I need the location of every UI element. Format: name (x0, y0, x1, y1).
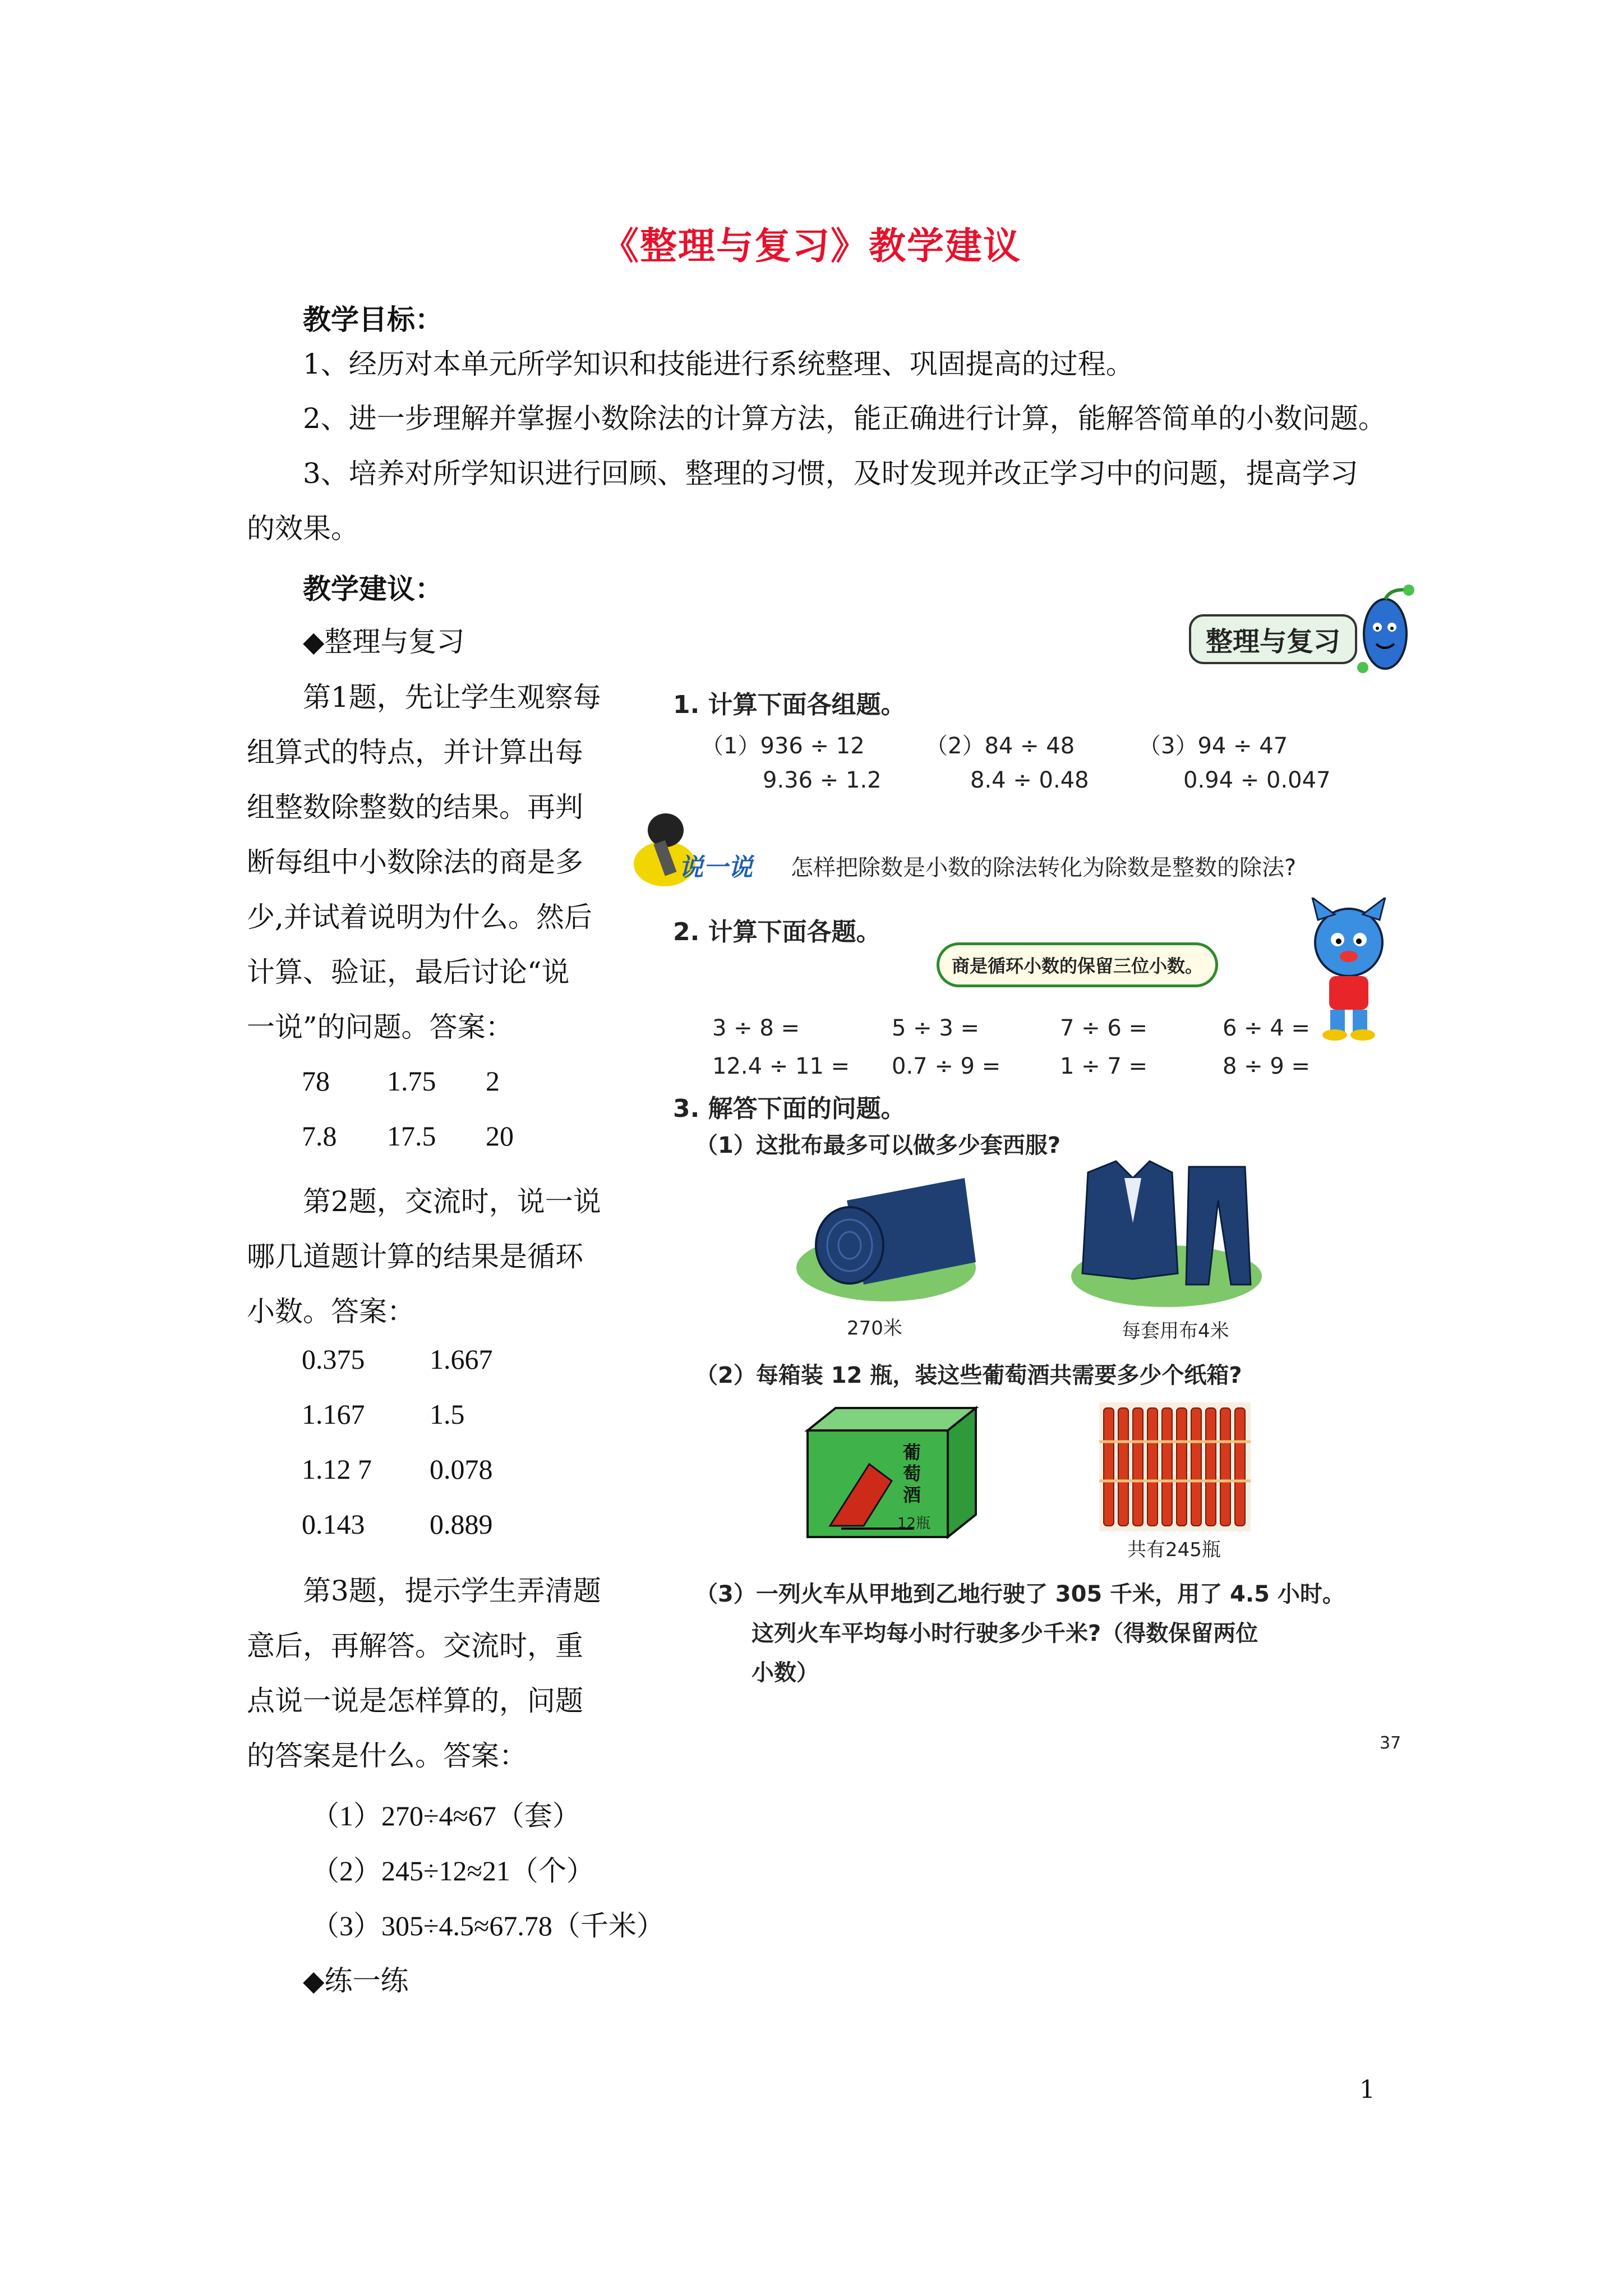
q1-line-1: 第1题，先让学生观察每 (303, 681, 601, 714)
suit-caption: 每套用布4米 (1122, 1320, 1229, 1342)
q3-line-2: 意后，再解答。交流时，重 (247, 1630, 583, 1662)
q1-line-5: 少,并试着说明为什么。然后 (247, 901, 592, 933)
goal-item-3-cont: 的效果。 (247, 512, 359, 545)
bottles-icon (1099, 1402, 1251, 1531)
cloth-roll-icon (796, 1167, 981, 1307)
problem-1-title: 1. 计算下面各组题。 (673, 691, 906, 719)
suit-icon (1071, 1156, 1262, 1307)
q1-line-3: 组整数除整数的结果。再判 (247, 791, 583, 823)
q1-answer: 20 (486, 1120, 514, 1152)
q1-line-4: 断每组中小数除法的商是多 (247, 846, 583, 878)
q1-answer: 78 (302, 1065, 330, 1097)
p3-q3-line-1: （3）一列火车从甲地到乙地行驶了 305 千米，用了 4.5 小时。 (695, 1581, 1345, 1607)
q2-answer: 0.889 (430, 1508, 493, 1540)
section-review: ◆整理与复习 (303, 625, 465, 658)
p1-expr: （1）936 ÷ 12 (701, 733, 865, 759)
textbook-page-number: 37 (1380, 1733, 1401, 1753)
problem-3-title: 3. 解答下面的问题。 (673, 1094, 906, 1123)
q1-line-2: 组算式的特点，并计算出每 (247, 736, 583, 769)
q1-answer: 17.5 (387, 1120, 436, 1152)
page-number: 1 (1359, 2076, 1375, 2104)
p2-expr: 0.7 ÷ 9 = (892, 1053, 1001, 1079)
q1-line-7: 一说”的问题。答案： (247, 1011, 514, 1043)
p3-q1: （1）这批布最多可以做多少套西服? (695, 1133, 1061, 1158)
p3-q3-line-2: 这列火车平均每小时行驶多少千米?（得数保留两位 (751, 1621, 1258, 1646)
page-title: 《整理与复习》教学建议 (602, 224, 1021, 268)
suggestions-heading: 教学建议： (303, 572, 443, 605)
q3-answer-1: （1）270÷4≈67（套） (311, 1800, 580, 1832)
p3-q3-line-3: 小数） (751, 1660, 819, 1686)
q2-answer: 1.167 (302, 1398, 365, 1430)
q2-answer: 0.375 (302, 1343, 365, 1375)
p2-expr: 6 ÷ 4 = (1223, 1015, 1311, 1041)
q2-answer: 0.143 (302, 1508, 365, 1540)
textbook-excerpt (673, 583, 1419, 1767)
wine-box-icon (802, 1402, 981, 1543)
q3-answer-3: （3）305÷4.5≈67.78（千米） (311, 1910, 665, 1941)
q3-line-1: 第3题，提示学生弄清题 (303, 1575, 601, 1607)
goal-item-2: 2、进一步理解并掌握小数除法的计算方法，能正确进行计算，能解答简单的小数问题。 (303, 402, 1386, 435)
box-count: 12瓶 (897, 1515, 931, 1532)
p2-expr: 12.4 ÷ 11 = (712, 1053, 850, 1079)
problem-2-title: 2. 计算下面各题。 (673, 918, 881, 946)
goal-item-3: 3、培养对所学知识进行回顾、整理的习惯，及时发现并改正学习中的问题，提高学习 (303, 457, 1358, 490)
p1-expr: 9.36 ÷ 1.2 (763, 767, 882, 793)
p2-expr: 1 ÷ 7 = (1060, 1053, 1148, 1079)
q1-line-6: 计算、验证，最后讨论“说 (247, 956, 570, 988)
bottles-caption: 共有245瓶 (1127, 1539, 1221, 1561)
q3-answer-2: （2）245÷12≈21（个） (311, 1855, 594, 1887)
p1-expr: 0.94 ÷ 0.047 (1183, 767, 1331, 793)
goal-item-1: 1、经历对本单元所学知识和技能进行系统整理、巩固提高的过程。 (303, 348, 1134, 380)
p1-expr: 8.4 ÷ 0.48 (970, 767, 1089, 793)
q2-line-1: 第2题，交流时，说一说 (303, 1185, 601, 1218)
box-label: 葡萄酒 (903, 1442, 921, 1506)
q3-line-4: 的答案是什么。答案： (247, 1740, 527, 1772)
p2-expr: 3 ÷ 8 = (712, 1015, 800, 1041)
goals-heading: 教学目标： (303, 303, 443, 336)
q2-answer: 1.12 7 (302, 1453, 372, 1485)
hint-bubble: 商是循环小数的保留三位小数。 (937, 942, 1218, 987)
computer-mouse-mascot-icon (1340, 583, 1424, 690)
p2-expr: 7 ÷ 6 = (1060, 1015, 1148, 1041)
cloth-caption: 270米 (847, 1317, 902, 1340)
say-text: 怎样把除数是小数的除法转化为除数是整数的除法? (791, 855, 1297, 881)
q2-answer: 1.5 (430, 1398, 465, 1430)
q1-answer: 1.75 (387, 1065, 436, 1097)
p2-expr: 8 ÷ 9 = (1223, 1053, 1311, 1079)
cat-mascot-icon (1295, 898, 1402, 1043)
p1-expr: （3）94 ÷ 47 (1138, 733, 1288, 759)
say-label: 说一说 (679, 853, 753, 882)
q3-line-3: 点说一说是怎样算的，问题 (247, 1685, 583, 1717)
p2-expr: 5 ÷ 3 = (892, 1015, 980, 1041)
review-badge: 整理与复习 (1189, 614, 1357, 664)
q2-line-2: 哪几道题计算的结果是循环 (247, 1240, 583, 1273)
q2-line-3: 小数。答案： (247, 1295, 415, 1328)
q1-answer: 7.8 (302, 1120, 337, 1152)
q2-answer: 1.667 (430, 1343, 493, 1375)
section-practice: ◆练一练 (303, 1964, 409, 1997)
q2-answer: 0.078 (430, 1453, 493, 1485)
p3-q2: （2）每箱装 12 瓶，装这些葡萄酒共需要多少个纸箱? (695, 1363, 1242, 1388)
q1-answer: 2 (486, 1065, 500, 1097)
p1-expr: （2）84 ÷ 48 (925, 733, 1075, 759)
